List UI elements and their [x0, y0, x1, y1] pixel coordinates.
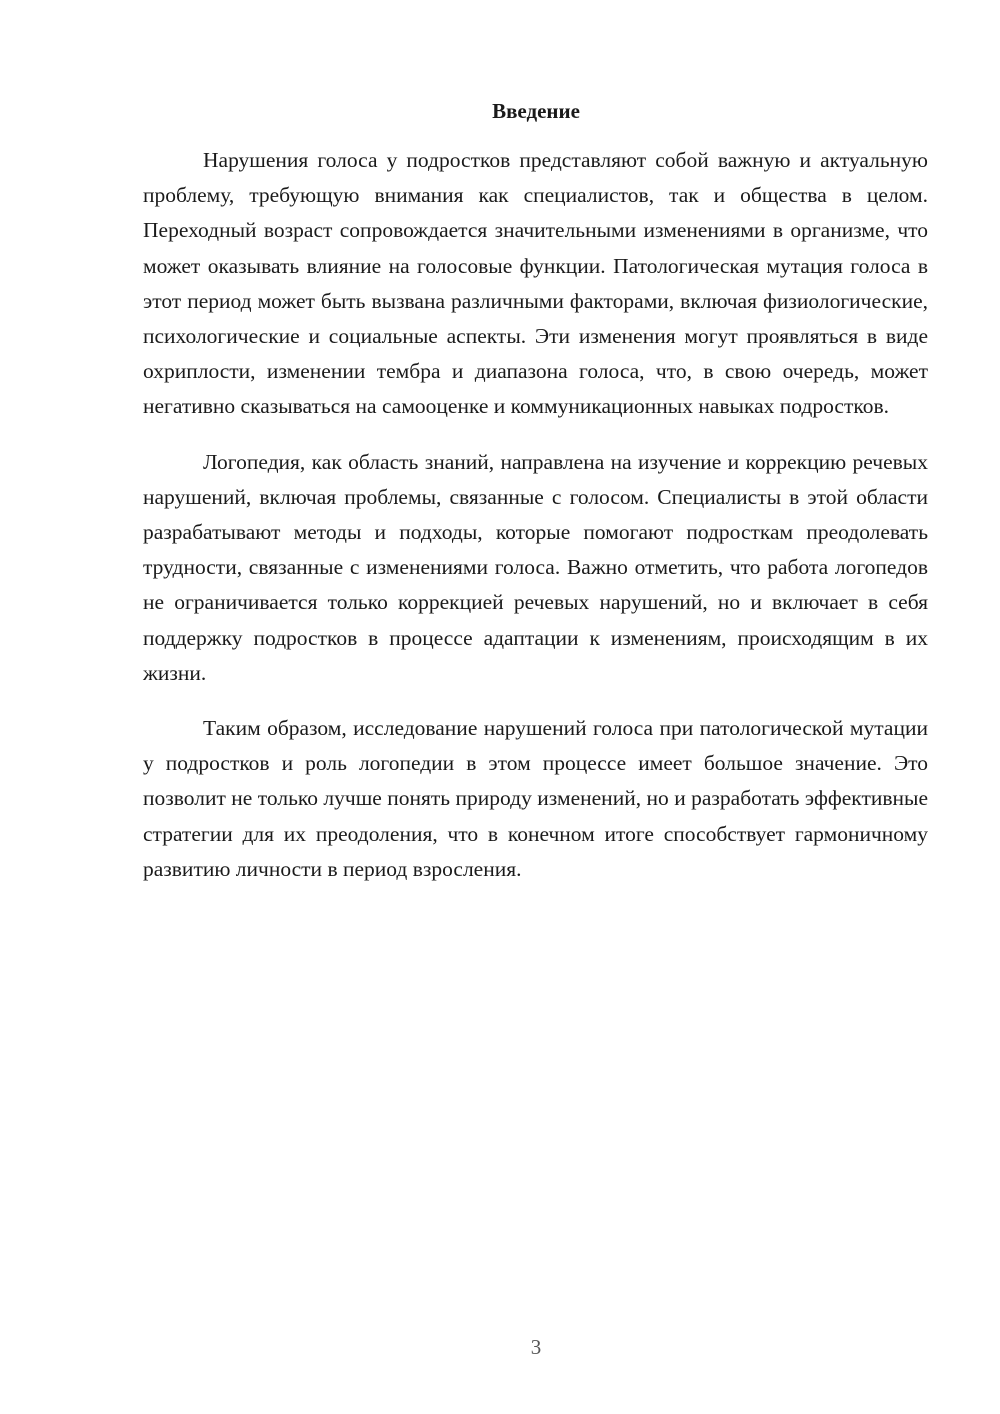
paragraph-3: Таким образом, исследование нарушений голоса при патологической мутации у подростков и роль логопедии в этом процессе имеет большое значение. Это позволит не только лучше понять природу изменений, но и разработать эффективные стратегии для их преодоления, что в конечном итоге способствует гармоничному развитию личности в период взросления. — [143, 716, 928, 881]
paragraph-1: Нарушения голоса у подростков представляют собой важную и актуальную проблему, требующую внимания как специалистов, так и общества в целом. Переходный возраст сопровождается значительными изменениями в организме, что может оказывать влияние на голосовые функции. Патологическая мутация голоса в этот период может быть вызвана различными факторами, включая физиологические, психологические и социальные аспекты. Эти изменения могут проявляться в виде охриплости, изменении тембра и диапазона голоса, что, в свою очередь, может негативно сказываться на самооценке и коммуникационных навыках подростков. — [143, 148, 928, 419]
paragraph-2: Логопедия, как область знаний, направлена на изучение и коррекцию речевых нарушений, включая проблемы, связанные с голосом. Специалисты в этой области разрабатывают методы и подходы, которые помогают подросткам преодолевать трудности, связанные с изменениями голоса. Важно отметить, что работа логопедов не ограничивается только коррекцией речевых нарушений, но и включает в себя поддержку подростков в процессе адаптации к изменениям, происходящим в их жизни. — [143, 449, 928, 685]
body-text — [143, 143, 928, 907]
page-number: 3 — [530, 1335, 542, 1359]
section-heading: Введение — [492, 99, 580, 123]
